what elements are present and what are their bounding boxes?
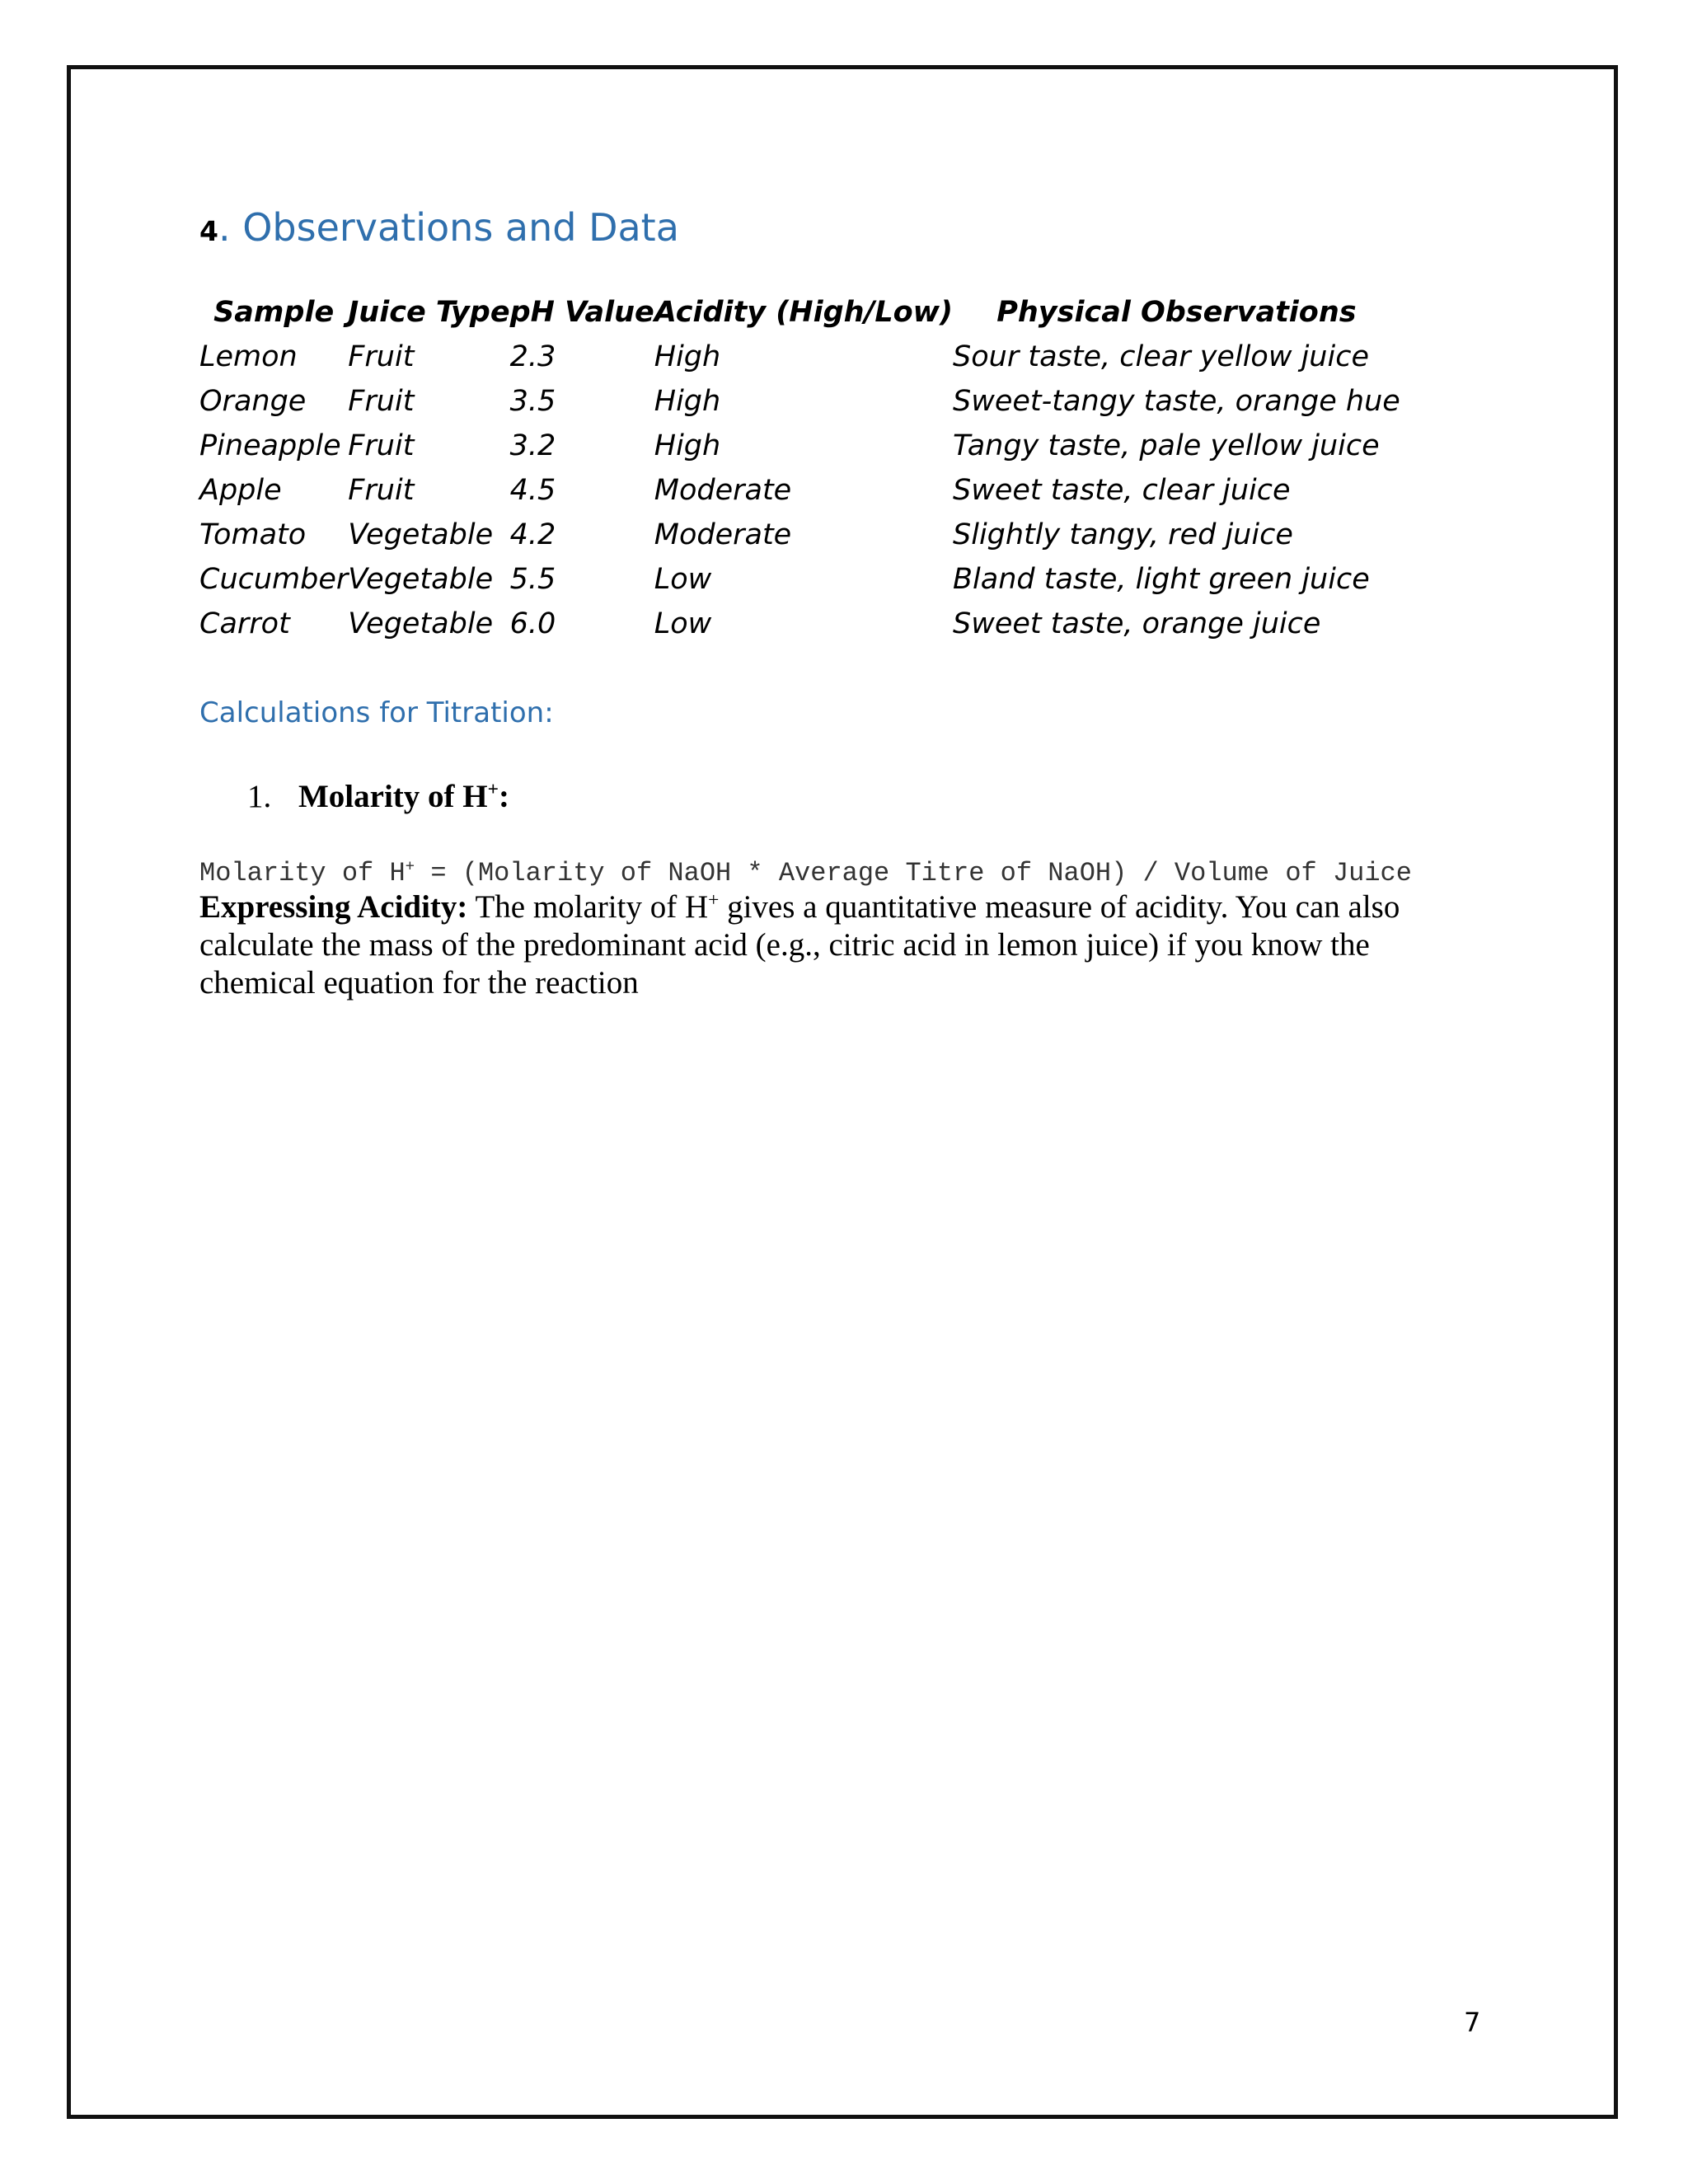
cell-juice-type: Fruit (348, 385, 415, 418)
cell-sample: Pineapple (199, 429, 341, 462)
cell-physical-observations: Bland taste, light green juice (953, 563, 1370, 596)
header-sample: Sample (213, 296, 335, 329)
cell-juice-type: Fruit (348, 429, 415, 462)
list-item-molarity (247, 776, 509, 818)
cell-acidity: High (654, 385, 721, 418)
paragraph-label: Expressing Acidity: (199, 889, 468, 925)
cell-ph-value: 3.2 (509, 429, 556, 462)
cell-physical-observations: Slightly tangy, red juice (953, 518, 1293, 551)
cell-physical-observations: Sweet-tangy taste, orange hue (953, 385, 1400, 418)
section-number: 4 (199, 215, 218, 247)
header-physical-observations: Physical Observations (996, 296, 1357, 329)
hydrogen-ion-sup: + (487, 779, 499, 800)
formula-part2: = (Molarity of NaOH * Average Titre of NaOH) / Volume of Juice (415, 858, 1412, 888)
cell-sample: Lemon (199, 340, 298, 373)
cell-juice-type: Vegetable (348, 518, 494, 551)
molarity-label-text: Molarity of H (298, 779, 488, 814)
table-row (199, 602, 1400, 646)
cell-sample: Tomato (199, 518, 307, 551)
cell-ph-value: 4.2 (509, 518, 556, 551)
paragraph-part1: The molarity of H (467, 889, 709, 925)
table-row (199, 513, 1400, 557)
cell-ph-value: 5.5 (509, 563, 556, 596)
page-number: 7 (1464, 2007, 1481, 2038)
cell-acidity: Low (654, 607, 712, 640)
table-header-row (199, 290, 1400, 335)
list-marker: 1. (247, 779, 272, 814)
cell-juice-type: Vegetable (348, 563, 494, 596)
cell-physical-observations: Tangy taste, pale yellow juice (953, 429, 1380, 462)
header-juice-type: Juice Type (348, 296, 510, 329)
paragraph-part2: gives a quantitative measure of acidity. You can also calculate the mass of the predominant acid (e.g., citric acid in lemon juice) if you know the chemical equation for the reaction (199, 889, 1400, 1001)
cell-juice-type: Vegetable (348, 607, 494, 640)
cell-acidity: Low (654, 563, 712, 596)
expressing-acidity-paragraph (199, 888, 1485, 1002)
formula-sup: + (405, 857, 415, 876)
cell-physical-observations: Sweet taste, clear juice (953, 474, 1291, 507)
cell-ph-value: 3.5 (509, 385, 556, 418)
cell-physical-observations: Sour taste, clear yellow juice (953, 340, 1369, 373)
cell-sample: Apple (199, 474, 282, 507)
cell-ph-value: 6.0 (509, 607, 556, 640)
header-acidity: Acidity (High/Low) (654, 296, 954, 329)
table-row (199, 424, 1400, 468)
table-row (199, 468, 1400, 513)
cell-sample: Orange (199, 385, 307, 418)
list-item-label (298, 779, 509, 814)
cell-ph-value: 4.5 (509, 474, 556, 507)
section-title: . Observations and Data (218, 205, 679, 250)
cell-physical-observations: Sweet taste, orange juice (953, 607, 1321, 640)
formula-part1: Molarity of H (199, 858, 406, 888)
cell-acidity: Moderate (654, 518, 792, 551)
table-row (199, 557, 1400, 602)
cell-juice-type: Fruit (348, 474, 415, 507)
cell-sample: Cucumber (199, 563, 349, 596)
molarity-formula (199, 855, 1412, 892)
cell-juice-type: Fruit (348, 340, 415, 373)
observations-table (199, 290, 1400, 646)
cell-sample: Carrot (199, 607, 290, 640)
cell-acidity: High (654, 340, 721, 373)
calculations-heading: Calculations for Titration: (199, 696, 554, 729)
section-heading (199, 200, 679, 259)
paragraph-sup: + (708, 889, 720, 911)
cell-acidity: Moderate (654, 474, 792, 507)
table-row (199, 379, 1400, 424)
cell-ph-value: 2.3 (509, 340, 556, 373)
molarity-label-colon: : (498, 779, 509, 814)
table-row (199, 335, 1400, 379)
header-ph-value: pH Value (509, 296, 654, 329)
cell-acidity: High (654, 429, 721, 462)
